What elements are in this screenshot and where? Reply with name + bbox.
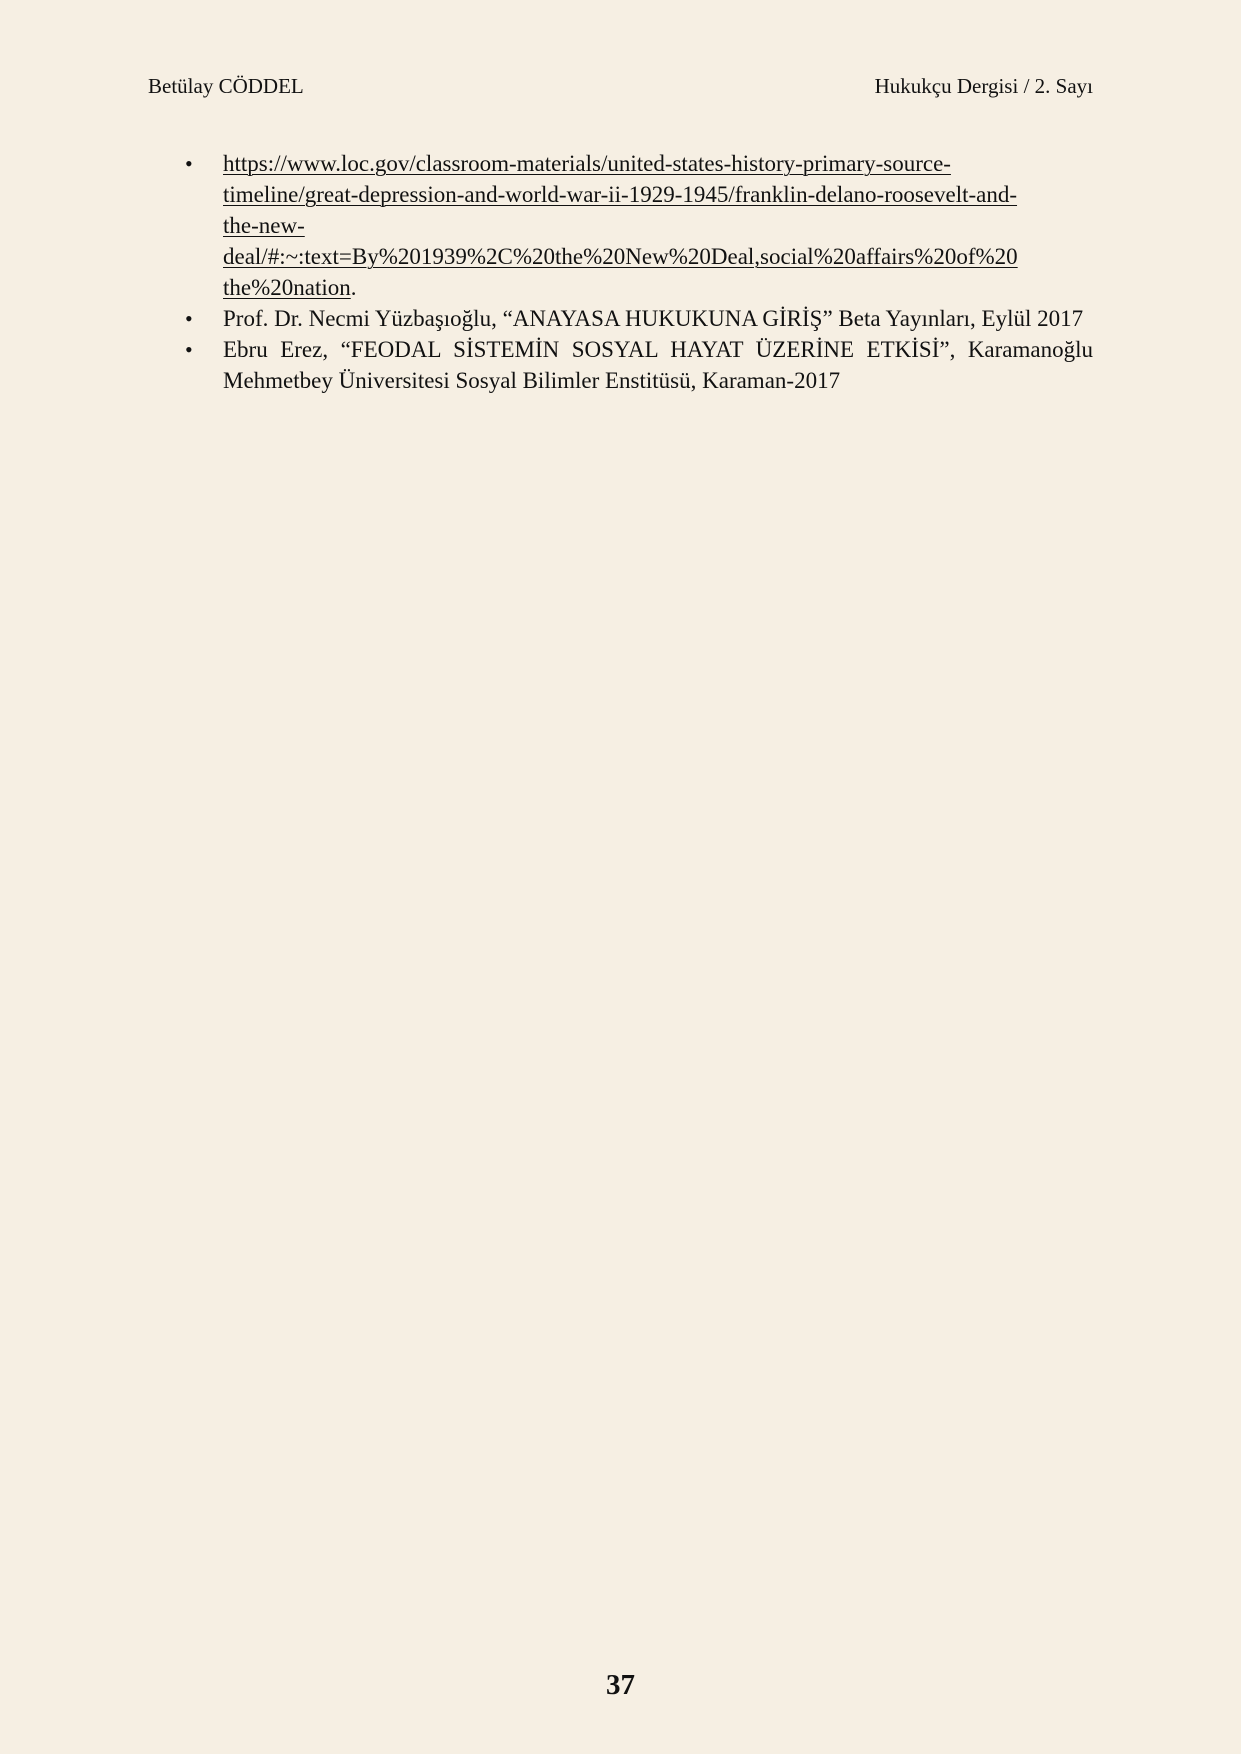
bullet-icon: •: [185, 151, 193, 176]
bullet-icon: •: [185, 306, 193, 331]
reference-list: [185, 148, 1093, 396]
reference-link-line: the-new-: [223, 213, 305, 238]
header-journal: Hukukçu Dergisi / 2. Sayı: [874, 74, 1093, 98]
reference-link-line: deal/#:~:text=By%201939%2C%20the%20New%20Deal,social%20affairs%20of%20: [223, 244, 1018, 269]
reference-item-url: [185, 148, 1093, 303]
reference-item-book: [185, 303, 1093, 334]
page-number: 37: [606, 1669, 635, 1701]
reference-link-line: https://www.loc.gov/classroom-materials/united-states-history-primary-source-: [223, 151, 951, 176]
reference-link-line: timeline/great-depression-and-world-war-ii-1929-1945/franklin-delano-roosevelt-and-: [223, 182, 1018, 207]
header-author: Betülay CÖDDEL: [148, 74, 304, 98]
reference-link-period: .: [350, 275, 357, 300]
reference-item-thesis: [185, 334, 1093, 396]
reference-link-line: the%20nation: [223, 275, 351, 300]
reference-text: Prof. Dr. Necmi Yüzbaşıoğlu, “ANAYASA HUKUKUNA GİRİŞ” Beta Yayınları, Eylül 2017: [223, 306, 1084, 331]
reference-text: Ebru Erez, “FEODAL SİSTEMİN SOSYAL HAYAT ÜZERİNE ETKİSİ”, Karamanoğlu Mehmetbey Üniversitesi Sosyal Bilimler Enstitüsü, Karaman-2017: [223, 337, 1093, 393]
bullet-icon: •: [185, 337, 193, 362]
